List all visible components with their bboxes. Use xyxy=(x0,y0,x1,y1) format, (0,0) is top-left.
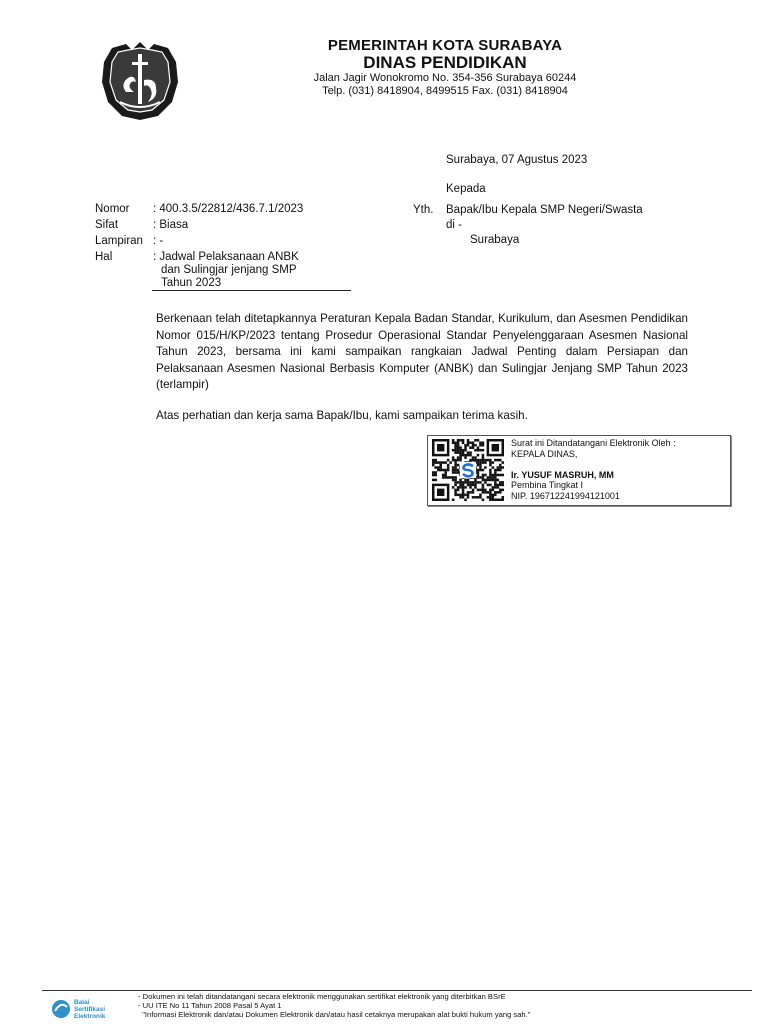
signatory-nip: NIP. 196712241994121001 xyxy=(511,491,620,502)
agency-address: Jalan Jagir Wonokromo No. 354-356 Surabaya 60244 xyxy=(313,72,577,84)
recipient-city: Surabaya xyxy=(470,234,520,246)
bsre-logo-text: Elektronik xyxy=(74,1013,106,1020)
recipient-line: Bapak/Ibu Kepala SMP Negeri/Swasta xyxy=(446,204,643,216)
agency-phone: Telp. (031) 8418904, 8499515 Fax. (031) 8418904 xyxy=(322,85,568,97)
meta-label: Lampiran xyxy=(95,235,143,247)
meta-hal-continuation: Tahun 2023 xyxy=(161,277,222,289)
meta-label: Hal xyxy=(95,251,113,263)
recipient-line: di - xyxy=(446,219,462,231)
meta-value: : Jadwal Pelaksanaan ANBK xyxy=(153,251,299,263)
meta-row-lampiran xyxy=(95,234,163,249)
signature-statement: Surat ini Ditandatangani Elektronik Oleh : xyxy=(511,438,676,448)
footer-note: "Informasi Elektronik dan/atau Dokumen Elektronik dan/atau hasil cetaknya merupakan alat bukti hukum yang sah." xyxy=(138,1010,531,1019)
bsre-logo-text: Sertifikasi xyxy=(74,1006,106,1013)
meta-hal-continuation: dan Sulingjar jenjang SMP xyxy=(161,264,297,276)
footer-notes xyxy=(138,992,530,1019)
qr-code-icon xyxy=(432,439,504,501)
bsre-logo xyxy=(50,995,130,1023)
signatory-name: Ir. YUSUF MASRUH, MM xyxy=(511,469,614,480)
letter-date: Surabaya, 07 Agustus 2023 xyxy=(446,154,588,166)
meta-row-sifat xyxy=(95,218,188,233)
footer-note: - Dokumen ini telah ditandatangani secara elektronik menggunakan sertifikat elektronik yang diterbitkan BSrE xyxy=(138,992,506,1001)
signature-position: KEPALA DINAS, xyxy=(511,448,578,459)
recipient-yth: Yth. xyxy=(413,204,434,216)
meta-value: : 400.3.5/22812/436.7.1/2023 xyxy=(153,203,304,215)
bsre-logo-text: Balai xyxy=(74,999,90,1006)
signature-text xyxy=(511,438,676,502)
electronic-signature-box xyxy=(427,435,731,506)
meta-value: : Biasa xyxy=(153,219,189,231)
footer-note: - UU ITE No 11 Tahun 2008 Pasal 5 Ayat 1 xyxy=(138,1001,282,1010)
city-emblem-logo xyxy=(98,40,182,120)
meta-row-nomor xyxy=(95,202,303,217)
body-paragraph: Berkenaan telah ditetapkannya Peraturan Kepala Badan Standar, Kurikulum, dan Asesmen Pendidikan Nomor 015/H/KP/2023 tentang Prosedur Operasional Standar Penyelenggaraan Asesmen Nasional Tahun 2023, bersama ini kami sampaikan rangkaian Jadwal Penting dalam Persiapan dan Pelaksanaan Asesmen Nasional Berbasis Komputer (ANBK) dan Sulingjar Jenjang SMP Tahun 2023 (terlampir) xyxy=(156,312,688,392)
subject-underline xyxy=(152,290,351,291)
meta-value: : - xyxy=(153,235,164,247)
signatory-rank: Pembina Tingkat I xyxy=(511,480,584,491)
footer-divider xyxy=(42,990,752,991)
agency-name: DINAS PENDIDIKAN xyxy=(363,53,527,72)
closing-sentence: Atas perhatian dan kerja sama Bapak/Ibu, kami sampaikan terima kasih. xyxy=(156,409,528,422)
meta-label: Sifat xyxy=(95,219,119,231)
recipient-kepada: Kepada xyxy=(446,183,486,195)
meta-label: Nomor xyxy=(95,203,130,215)
government-name: PEMERINTAH KOTA SURABAYA xyxy=(327,37,563,54)
